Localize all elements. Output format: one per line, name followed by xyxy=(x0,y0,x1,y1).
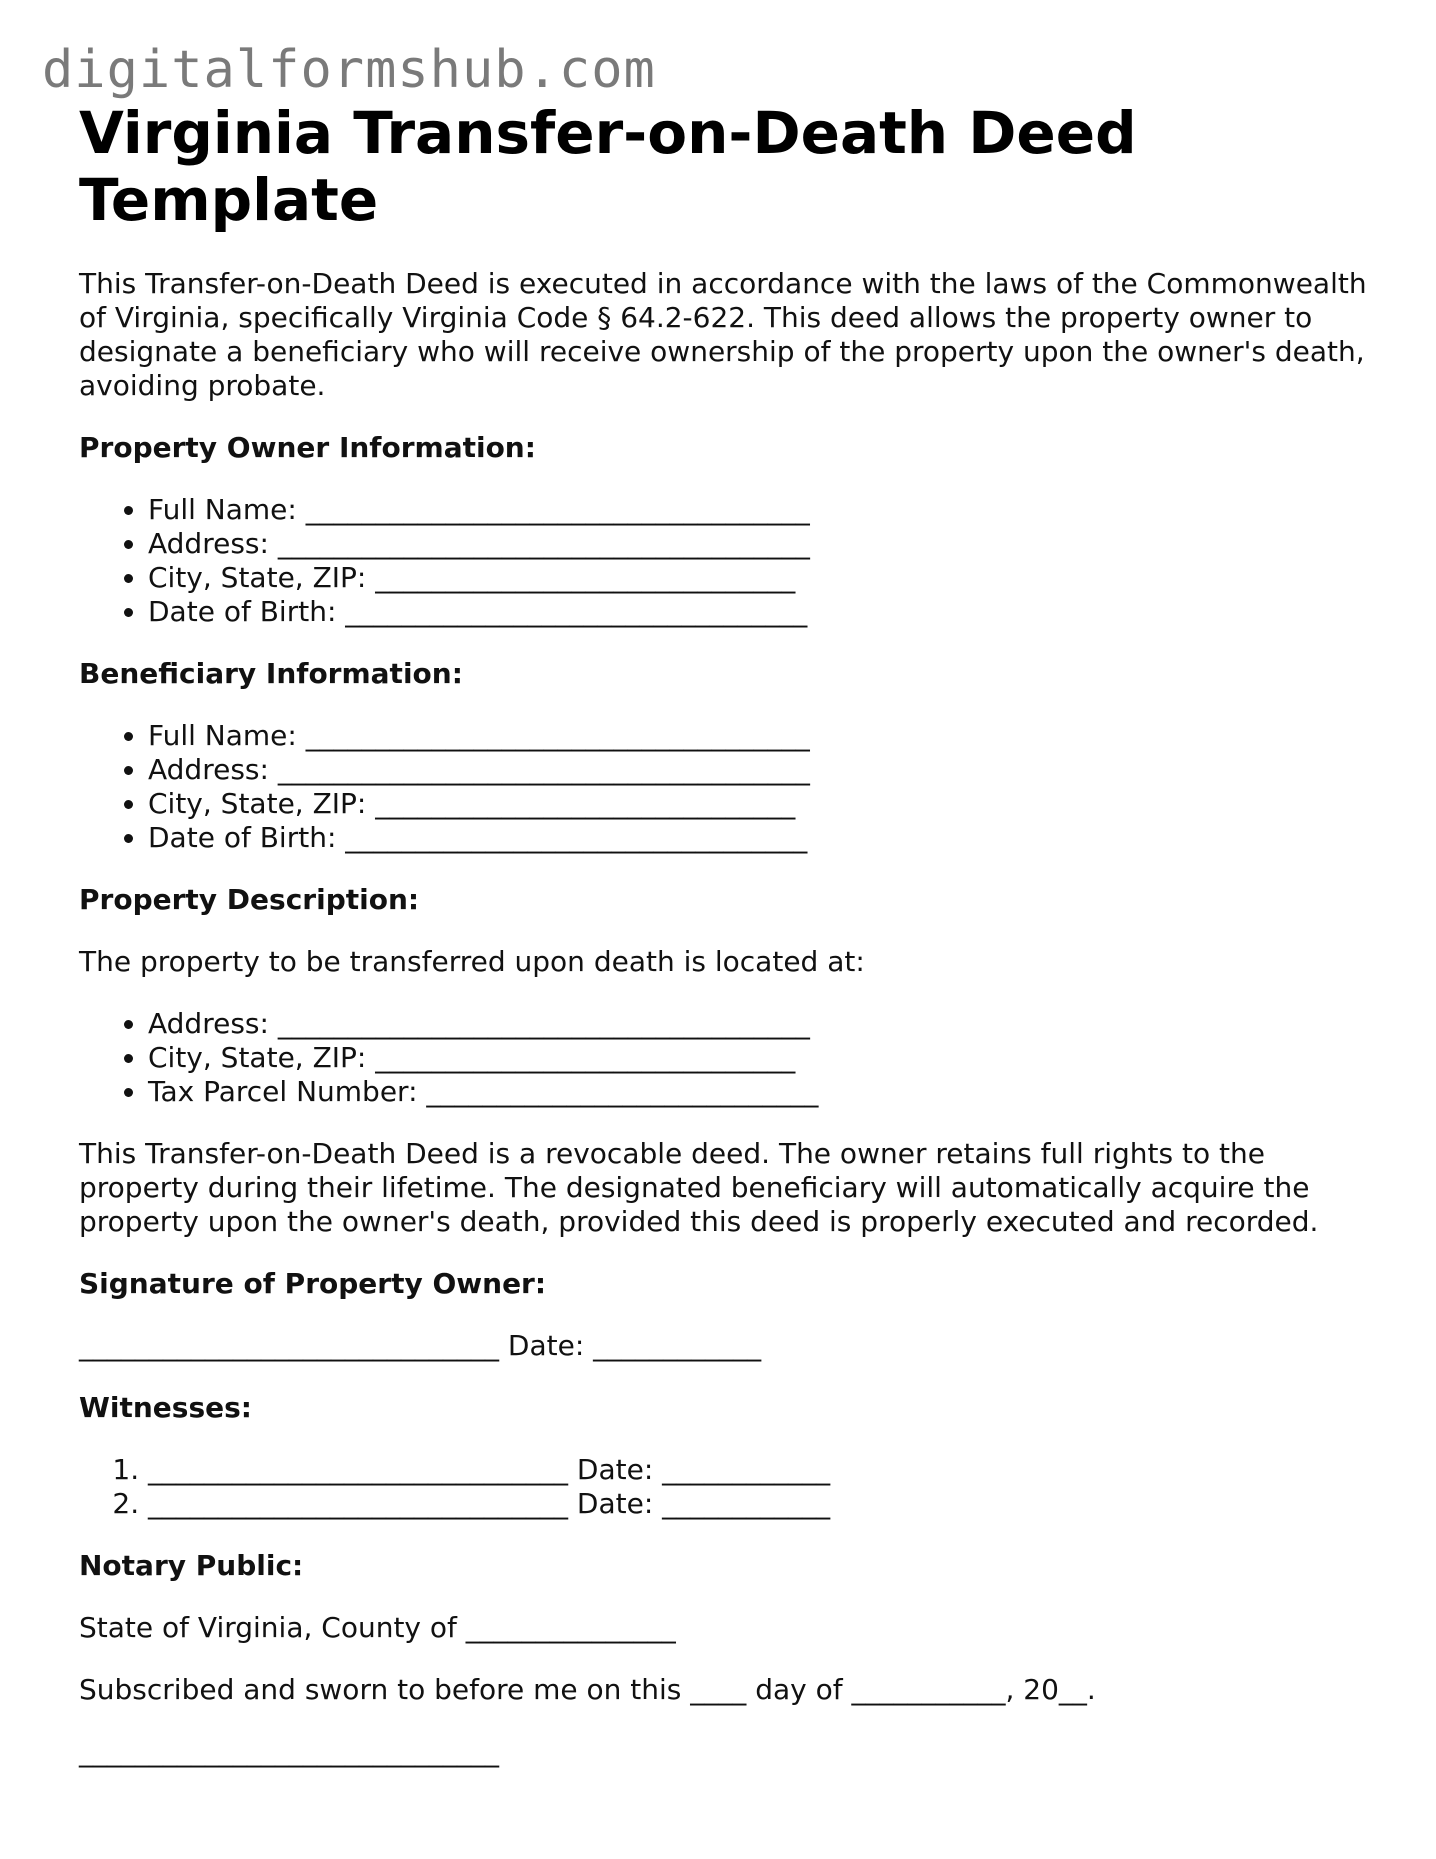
witness-1-line: 1. ______________________________ Date: ____________ xyxy=(148,1453,1369,1487)
notary-signature-line: ______________________________ xyxy=(79,1735,499,1768)
witnesses-list xyxy=(79,1453,1369,1521)
property-section-heading: Property Description: xyxy=(79,883,420,916)
witness-2-line: 2. ______________________________ Date: ____________ xyxy=(148,1487,1369,1521)
property-address-field: • Address: ______________________________________ xyxy=(148,1007,1369,1041)
beneficiary-full-name-field: • Full Name: ____________________________________ xyxy=(148,719,1369,753)
beneficiary-address-field: • Address: ______________________________________ xyxy=(148,753,1369,787)
notary-sworn-line: Subscribed and sworn to before me on this ____ day of ___________, 20__. xyxy=(79,1673,1096,1706)
owner-signature-line: ______________________________ Date: ____________ xyxy=(79,1329,762,1362)
property-lead-text: The property to be transferred upon death is located at: xyxy=(79,945,865,978)
owner-date-of-birth-field: • Date of Birth: _________________________________ xyxy=(148,595,1369,629)
beneficiary-fields-list xyxy=(79,719,1369,855)
owner-address-field: • Address: ______________________________________ xyxy=(148,527,1369,561)
owner-section-heading: Property Owner Information: xyxy=(79,431,536,464)
deed-document xyxy=(79,100,1369,1769)
notary-section-heading: Notary Public: xyxy=(79,1549,304,1582)
beneficiary-date-of-birth-field: • Date of Birth: _________________________________ xyxy=(148,821,1369,855)
site-watermark: digitalformshub.com xyxy=(42,40,656,100)
intro-paragraph: This Transfer-on-Death Deed is executed in accordance with the laws of the Commonwealth of Virginia, specifically Virginia Code § 64.2-622. This deed allows the property owner to designate a beneficiary who will receive ownership of the property upon the owner's death, avoiding probate. xyxy=(79,267,1367,402)
property-tax-parcel-field: • Tax Parcel Number: ____________________________ xyxy=(148,1075,1369,1109)
signature-section-heading: Signature of Property Owner: xyxy=(79,1267,547,1300)
notary-county-line: State of Virginia, County of _______________ xyxy=(79,1611,676,1644)
property-fields-list xyxy=(79,1007,1369,1109)
property-city-state-zip-field: • City, State, ZIP: ______________________________ xyxy=(148,1041,1369,1075)
owner-city-state-zip-field: • City, State, ZIP: ______________________________ xyxy=(148,561,1369,595)
beneficiary-section-heading: Beneficiary Information: xyxy=(79,657,463,690)
owner-full-name-field: • Full Name: ____________________________________ xyxy=(148,493,1369,527)
witnesses-section-heading: Witnesses: xyxy=(79,1391,252,1424)
beneficiary-city-state-zip-field: • City, State, ZIP: ______________________________ xyxy=(148,787,1369,821)
revocable-paragraph: This Transfer-on-Death Deed is a revocable deed. The owner retains full rights to the property during their lifetime. The designated beneficiary will automatically acquire the property upon the owner's death, provided this deed is properly executed and recorded. xyxy=(79,1137,1319,1238)
owner-fields-list xyxy=(79,493,1369,629)
document-title: Virginia Transfer-on-Death Deed Template xyxy=(79,99,1137,234)
